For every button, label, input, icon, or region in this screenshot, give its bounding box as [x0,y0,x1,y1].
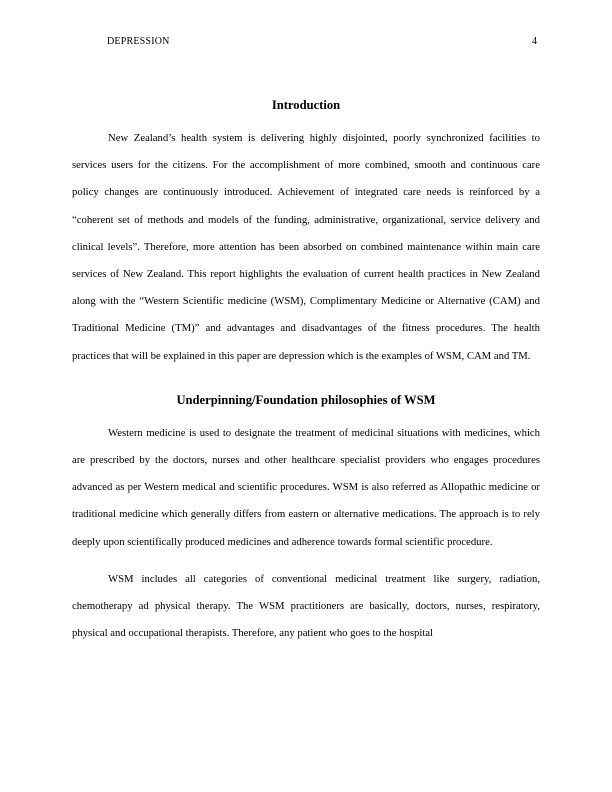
section-heading-introduction: Introduction [271,98,341,112]
page-number: 4 [532,36,537,47]
paragraph-wsm-categories: WSM includes all categories of conventional medicinal treatment like surgery, radiation, chemotherapy ad physical therapy. The WSM practitioners are basically, doctors, nurses, respiratory, physical and occupational therapists. Therefore, any patient who goes to the hospital [72,572,540,640]
paragraph-introduction: New Zealand’s health system is delivering highly disjointed, poorly synchronized facilities to services users for the citizens. For the accomplishment of more combined, smooth and continuous care policy changes are continuously introduced. Achievement of integrated care needs is reinforced by a “coherent set of methods and models of the funding, administrative, organizational, service delivery and clinical levels”. Therefore, more attention has been absorbed on combined maintenance within main care services of New Zealand. This report highlights the evaluation of current health practices in New Zealand along with the “Western Scientific medicine (WSM), Complimentary Medicine or Alternative (CAM) and Traditional Medicine (TM)” and advantages and disadvantages of the fitness procedures. The health practices that will be explained in this paper are depression which is the examples of WSM, CAM and TM. [72,132,540,362]
section-heading-wsm-philosophies: Underpinning/Foundation philosophies of WSM [176,392,436,407]
document-body [72,96,540,647]
paragraph-wsm-definition: Western medicine is used to designate the treatment of medicinal situations with medicines, which are prescribed by the doctors, nurses and other healthcare specialist providers who engages procedures advanced as per Western medical and scientific procedures. WSM is also referred as Allopathic medicine or traditional medicine which generally differs from eastern or alternative medications. The approach is to rely deeply upon scientifically produced medicines and adherence towards formal scientific procedure. [72,426,540,548]
running-head: DEPRESSION [107,36,170,47]
